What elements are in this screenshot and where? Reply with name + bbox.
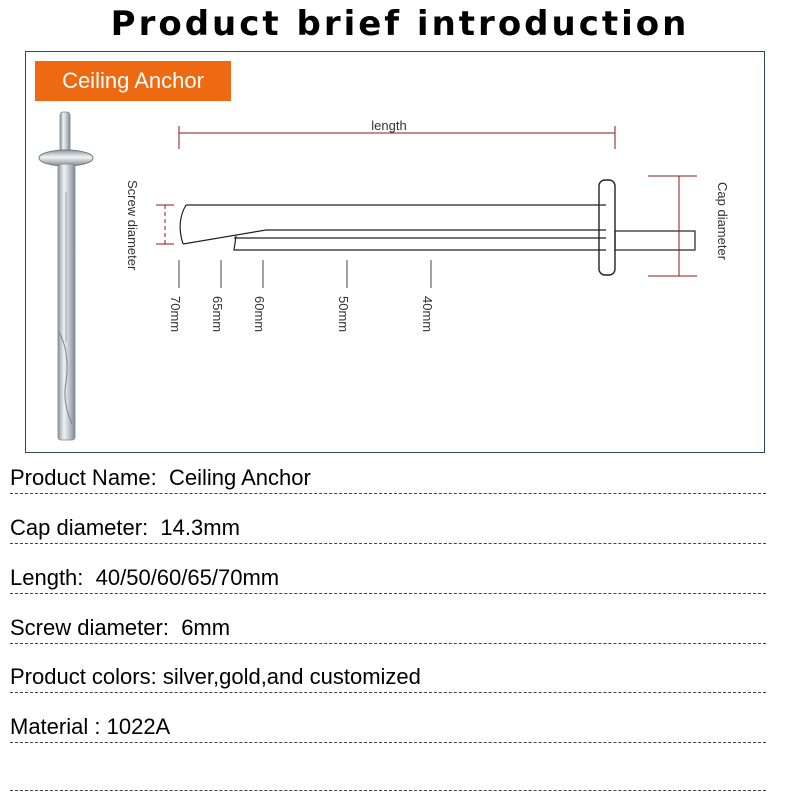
mark-60mm: 60mm: [252, 296, 267, 333]
product-diagram-panel: [25, 51, 765, 453]
spec-label: Product Name:: [10, 465, 157, 490]
spec-product-colors: [10, 662, 766, 693]
spec-label: Cap diameter:: [10, 515, 149, 540]
cap-diameter-label: Cap diameter: [715, 182, 730, 261]
spec-empty-line: [10, 760, 766, 791]
spec-label: Material :: [10, 714, 101, 739]
mark-70mm: 70mm: [168, 296, 183, 333]
screw-diameter-label: Screw diameter: [125, 180, 140, 271]
product-tag: Ceiling Anchor: [35, 61, 231, 101]
spec-value: 40/50/60/65/70mm: [95, 565, 280, 590]
spec-material: [10, 712, 766, 743]
spec-value: 1022A: [106, 714, 171, 739]
length-dimension: [179, 118, 615, 149]
anchor-drawing: [180, 180, 695, 275]
spec-value: Ceiling Anchor: [168, 465, 311, 490]
page-title: Product brief introduction: [110, 4, 690, 44]
length-marks: [179, 260, 431, 288]
spec-value: 14.3mm: [160, 515, 240, 540]
cap-diameter-dimension: [648, 176, 697, 276]
anchor-photo: [39, 112, 93, 440]
spec-label: Screw diameter:: [10, 615, 169, 640]
length-label: length: [371, 118, 407, 133]
mark-40mm: 40mm: [420, 296, 435, 333]
screw-diameter-dimension: [156, 205, 174, 244]
mark-65mm: 65mm: [210, 296, 225, 333]
spec-screw-diameter: [10, 613, 766, 644]
spec-value: 6mm: [181, 615, 231, 640]
spec-value: silver,gold,and customized: [162, 664, 421, 689]
spec-length: [10, 563, 766, 594]
spec-label: Length:: [10, 565, 84, 590]
mark-50mm: 50mm: [336, 296, 351, 333]
spec-cap-diameter: [10, 513, 766, 544]
spec-product-name: [10, 463, 766, 494]
spec-label: Product colors:: [10, 664, 157, 689]
anchor-diagram: [26, 52, 766, 454]
